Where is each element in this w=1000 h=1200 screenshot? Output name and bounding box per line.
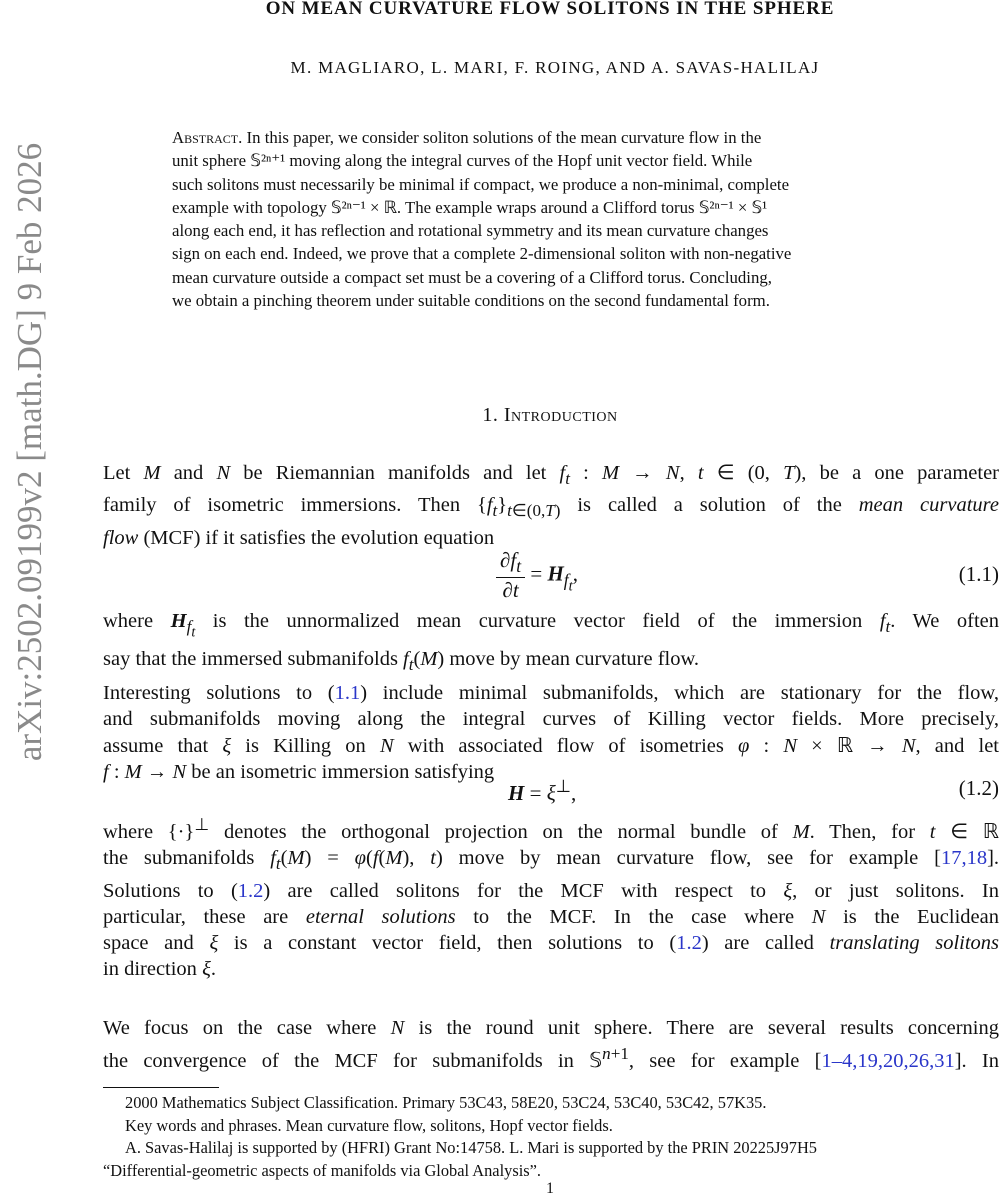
- equation-number: (1.2): [958, 776, 999, 800]
- equation-link[interactable]: 1.2: [676, 932, 702, 955]
- abstract-line: such solitons must necessarily be minimal if compact, we produce a non-minimal, complete: [172, 174, 790, 194]
- arxiv-stamp[interactable]: arXiv:2502.09199v2 [math.DG] 9 Feb 2026: [10, 142, 49, 762]
- citation-link[interactable]: 1–4,19,20,26,31: [821, 1050, 955, 1073]
- footnote-msc: 2000 Mathematics Subject Classification. Primary 53C43, 58E20, 53C24, 53C40, 53C42, 57K35.: [125, 1093, 767, 1112]
- equation-link[interactable]: 1.2: [237, 879, 264, 902]
- footnotes: [103, 1092, 999, 1182]
- paragraph-intro: Let M and N be Riemannian manifolds and let $f_t$ : M → N, t ∈ (0, T), be a one parameter family of isometric immersions. Then $\{f_t\}_{t\in(0,T)}$ is called a solution of the mean curvature flow (MCF) if it satisfies the evolution equation: [103, 462, 1000, 549]
- abstract-line: sign on each end. Indeed, we prove that a complete 2-dimensional soliton with non-negative: [172, 244, 792, 264]
- equation-1-2: H = ξ⊥, (1.2): [508, 776, 999, 805]
- abstract-line: unit sphere 𝕊²ⁿ⁺¹ moving along the integral curves of the Hopf unit vector field. While: [172, 151, 753, 171]
- section-number: 1.: [482, 404, 499, 426]
- section-heading: [0, 404, 1000, 427]
- paper-title: ON MEAN CURVATURE FLOW SOLITONS IN THE SPHERE: [265, 0, 835, 19]
- abstract-line: along each end, it has reflection and rotational symmetry and its mean curvature changes: [172, 221, 769, 241]
- footnote-rule: [103, 1087, 219, 1088]
- footnote-keywords: Key words and phrases. Mean curvature flow, solitons, Hopf vector fields.: [125, 1115, 613, 1135]
- section-title: Introduction: [503, 404, 618, 426]
- abstract-line: Abstract. In this paper, we consider soliton solutions of the mean curvature flow in the: [172, 128, 762, 147]
- equation-number: (1.1): [958, 562, 999, 586]
- equation-link[interactable]: 1.1: [334, 682, 361, 704]
- citation-link[interactable]: 17,18: [940, 847, 988, 870]
- abstract-line: example with topology 𝕊²ⁿ⁻¹ × ℝ. The example wraps around a Clifford torus 𝕊²ⁿ⁻¹ × 𝕊¹: [172, 197, 768, 217]
- paragraph-solitons: where {·}⊥ denotes the orthogonal projection on the normal bundle of M. Then, for t ∈ ℝ the submanifolds $f_t(M) = \varphi(f(M)$, t) move by mean curvature flow, see for example [17,18]. Solutions to (1.2) are called solitons for the MCF with respect to ξ, or just solitons. In particular, these are eternal solutions to the MCF. In the case where N is the Euclidean space and ξ is a constant vector field, then solutions to (1.2) are called translating solitons in direction ξ.: [103, 815, 1000, 981]
- paragraph-mean-curvature: where $H_{f_t}$ is the unnormalized mean curvature vector field of the immersion $f_t$. We often say that the immersed submanifolds $f_t(M)$ move by mean curvature flow.: [103, 610, 999, 674]
- equation-1-1: $\frac{\partial f_t}{\partial t}$ = $H_{f_t}$, (1.1): [103, 548, 999, 600]
- abstract-label: Abstract.: [172, 128, 243, 147]
- footnote-funding: A. Savas-Halilaj is supported by (HFRI) Grant No:14758. L. Mari is supported by the PRIN 20225J97H5: [125, 1138, 817, 1158]
- paragraph-sphere: We focus on the case where N is the round unit sphere. There are several results concerning the convergence of the MCF for submanifolds in 𝕊$^{n+1}$, see for example [1–4,19,20,26,31]. In: [103, 1017, 1000, 1073]
- abstract: [172, 126, 930, 312]
- footnote-funding-cont: “Differential-geometric aspects of manifolds via Global Analysis”.: [103, 1160, 542, 1180]
- abstract-line: we obtain a pinching theorem under suitable conditions on the second fundamental form.: [172, 291, 770, 311]
- page-number: 1: [546, 1180, 554, 1197]
- author-list: M. MAGLIARO, L. MARI, F. ROING, AND A. SAVAS-HALILAJ: [290, 58, 820, 77]
- abstract-line: mean curvature outside a compact set must be a covering of a Clifford torus. Concluding,: [172, 267, 772, 287]
- paragraph-solutions: Interesting solutions to (1.1) include minimal submanifolds, which are stationary for the flow, and submanifolds moving along the integral curves of Killing vector fields. More precisely, assume that ξ is Killing on N with associated flow of isometries φ : N × ℝ → N, and let f : M → N be an isometric immersion satisfying: [103, 682, 1000, 783]
